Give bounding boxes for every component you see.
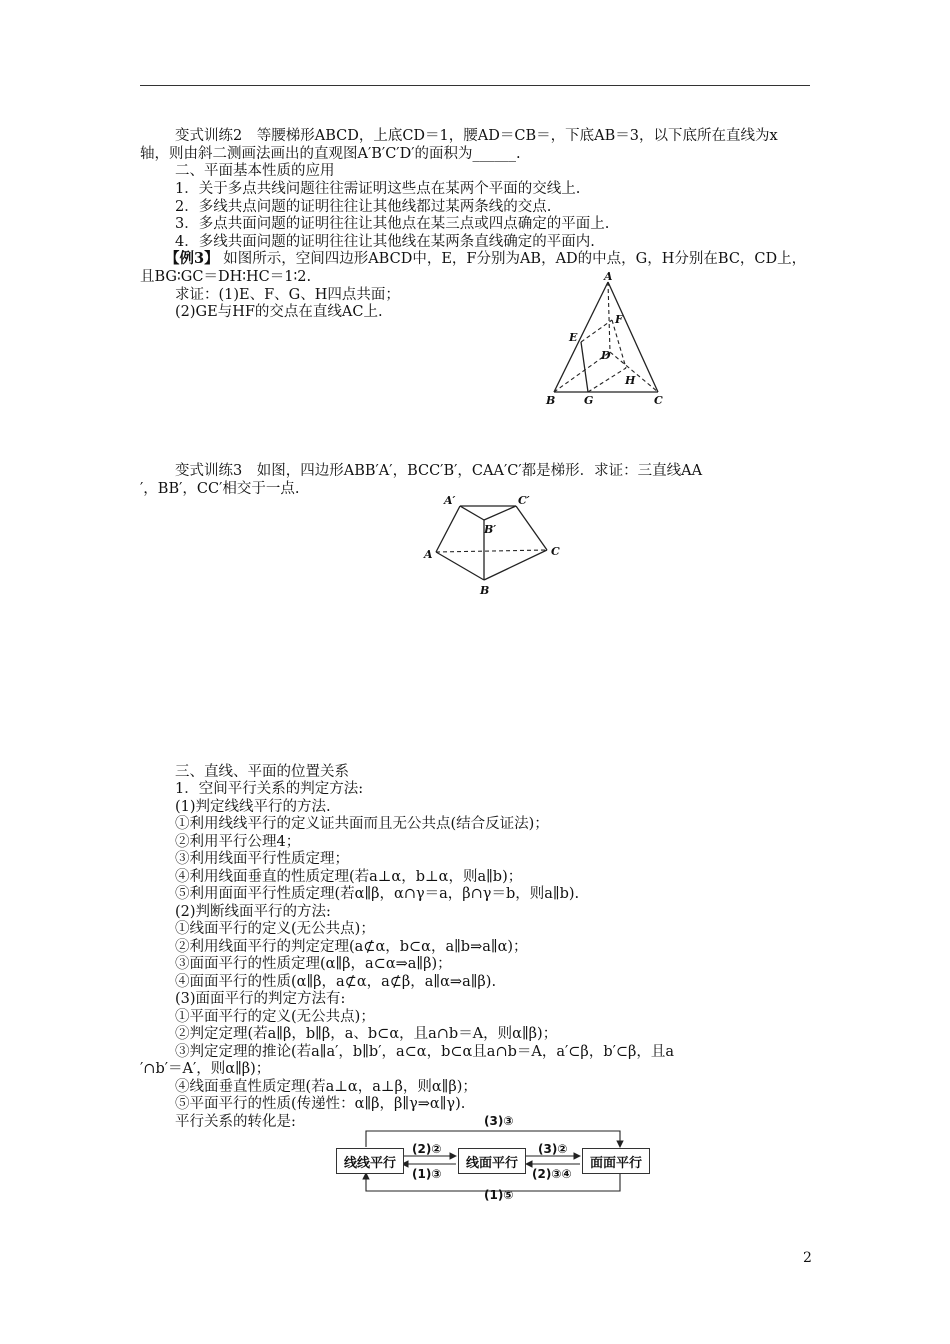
header-rule <box>140 85 810 86</box>
ex2-line2: 轴，则由斜二测画法画出的直观图A′B′C′D′的面积为______. <box>140 146 521 162</box>
label-b-prime: B′ <box>484 523 497 536</box>
edge-gh <box>588 368 626 392</box>
flow-label-top: (3)③ <box>484 1114 514 1128</box>
edge-ac-hidden <box>436 550 547 552</box>
flow-label-12-bottom: (1)③ <box>412 1167 442 1181</box>
tetrahedron-figure <box>540 270 680 410</box>
label-c-prime: C′ <box>518 494 530 507</box>
edge-cc1 <box>516 506 547 550</box>
item-4: 4．多线共面问题的证明往往让其他线在某两条直线确定的平面内. <box>175 234 595 250</box>
example3-line1 <box>165 250 806 268</box>
s3-line-16: ③判定定理的推论(若a∥a′，b∥b′，a⊂α，b⊂α且a∩b＝A，a′⊂β，b′⊂β，且a <box>175 1044 675 1060</box>
example3-prove2: (2)GE与HF的交点在直线AC上. <box>175 304 383 320</box>
label-e: E <box>569 331 578 344</box>
edge-aa1 <box>436 506 460 552</box>
s3-line-12: ④面面平行的性质(α∥β，a⊄α，a⊄β，a∥α⇒a∥β). <box>175 974 497 990</box>
item-1: 1．关于多点共线问题往往需证明这些点在某两个平面的交线上. <box>175 181 581 197</box>
item-2: 2．多线共点问题的证明往往让其他线都过某两条线的交点. <box>175 199 552 215</box>
s3-line-10: ②利用线面平行的判定定理(a⊄α，b⊂α，a∥b⇒a∥α)； <box>175 939 528 955</box>
s3-line-20: 平行关系的转化是: <box>175 1114 296 1130</box>
example3-line2: 且BG∶GC＝DH∶HC＝1∶2. <box>140 269 312 285</box>
s3-line-4: ②利用平行公理4； <box>175 834 301 850</box>
label-b: B <box>546 394 556 407</box>
ex3v-line1: 变式训练3 如图，四边形ABB′A′，BCC′B′，CAA′C′都是梯形．求证：三直线AA <box>175 463 703 479</box>
label-b: B <box>480 584 490 597</box>
s3-line-6: ④利用线面垂直的性质定理(若a⊥α，b⊥α，则a∥b)； <box>175 869 523 885</box>
s3-line-18: ④线面垂直性质定理(若a⊥α，a⊥β，则α∥β)； <box>175 1079 477 1095</box>
s3-line-14: ①平面平行的定义(无公共点)； <box>175 1009 375 1025</box>
s3-line-11: ③面面平行的性质定理(α∥β，a⊂α⇒a∥β)； <box>175 956 452 972</box>
flow-box-line-line: 线线平行 <box>336 1148 404 1174</box>
edge-c1b1 <box>484 506 516 520</box>
flow-label-23-top: (3)② <box>538 1142 568 1156</box>
ex2-line1: 变式训练2 等腰梯形ABCD，上底CD＝1，腰AD＝CB＝，下底AB＝3，以下底所在直线为x <box>175 128 778 144</box>
s3-line-3: ①利用线线平行的定义证共面而且无公共点(结合反证法)； <box>175 816 549 832</box>
edge-bc <box>484 550 547 580</box>
heading-3: 三、直线、平面的位置关系 <box>175 764 349 780</box>
edge-ef <box>581 320 612 342</box>
edge-ad <box>608 282 610 352</box>
arrow-top <box>366 1131 620 1147</box>
s3-line-17: ′∩b′＝A′，则α∥β)； <box>140 1061 271 1077</box>
flow-box-line-plane: 线面平行 <box>458 1148 526 1174</box>
label-a: A <box>604 270 613 283</box>
flow-label-12-top: (2)② <box>412 1142 442 1156</box>
example3-prove1: 求证：(1)E、F、G、H四点共面； <box>175 287 400 303</box>
flow-label-23-bottom: (2)③④ <box>532 1167 572 1181</box>
edge-ab <box>436 552 484 580</box>
s3-line-2: (1)判定线线平行的方法. <box>175 799 331 815</box>
label-c: C <box>654 394 663 407</box>
edge-fh <box>612 320 626 368</box>
s3-line-7: ⑤利用面面平行性质定理(若α∥β，α∩γ＝a，β∩γ＝b，则a∥b). <box>175 886 580 902</box>
s3-line-15: ②判定定理(若a∥β，b∥β，a、b⊂α，且a∩b＝A，则α∥β)； <box>175 1026 558 1042</box>
s3-line-19: ⑤平面平行的性质(传递性：α∥β，β∥γ⇒α∥γ). <box>175 1096 466 1112</box>
edge-ab <box>554 282 608 392</box>
example3-tag: 【例3】 <box>165 250 219 267</box>
ex3v-line2: ′，BB′，CC′相交于一点. <box>140 481 300 497</box>
label-h: H <box>625 374 636 387</box>
label-g: G <box>584 394 594 407</box>
label-a-prime: A′ <box>444 494 456 507</box>
heading-2: 二、平面基本性质的应用 <box>175 163 335 179</box>
page-number: 2 <box>803 1250 812 1266</box>
edge-a1b1 <box>460 506 484 520</box>
item-3: 3．多点共面问题的证明往往让其他点在某三点或四点确定的平面上. <box>175 216 610 232</box>
flow-label-bottom: (1)⑤ <box>484 1188 514 1202</box>
s3-line-8: (2)判断线面平行的方法: <box>175 904 331 920</box>
s3-line-13: (3)面面平行的判定方法有: <box>175 991 346 1007</box>
frustum-figure <box>420 490 570 600</box>
label-d: D <box>601 349 611 362</box>
label-a: A <box>424 548 433 561</box>
edge-eg <box>581 342 588 392</box>
s3-line-5: ③利用线面平行性质定理； <box>175 851 349 867</box>
label-f: F <box>615 313 623 326</box>
flow-box-plane-plane: 面面平行 <box>582 1148 650 1174</box>
s3-line-9: ①线面平行的定义(无公共点)； <box>175 921 375 937</box>
s3-line-1: 1．空间平行关系的判定方法: <box>175 781 364 797</box>
example3-text: 如图所示，空间四边形ABCD中，E，F分别为AB，AD的中点，G，H分别在BC，CD上， <box>223 251 807 267</box>
label-c: C <box>551 545 560 558</box>
